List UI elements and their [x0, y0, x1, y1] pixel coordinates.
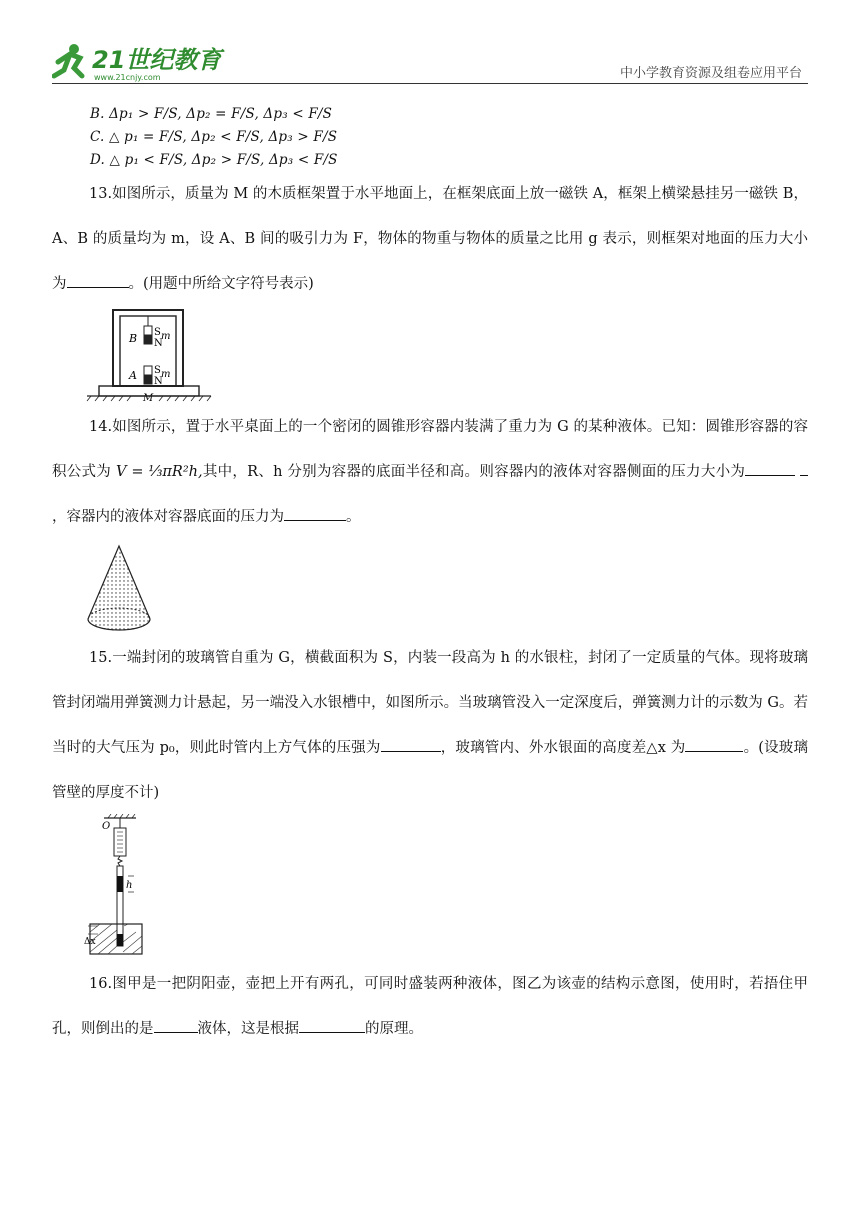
mercury-column: [117, 876, 123, 892]
label-delta-x: Δx: [84, 937, 96, 947]
label-b: B: [129, 332, 138, 345]
magnet-a-top: [144, 366, 152, 375]
label-m-big: M: [143, 393, 154, 402]
figure-14-cone: [86, 543, 152, 635]
magnet-a-bottom: [144, 375, 152, 384]
q15-text-1: 15.一端封闭的玻璃管自重为 G，横截面积为 S，内装一段高为 h 的水银柱，封闭了一定质量的气体。现将玻璃管封闭端用弹簧测力计悬起，另一端没入水银槽中，如图所示。当玻璃管没入一定深度后，弹簧测力计的示数为 G。若当时的大气压为 p₀，则此时管内上方气体的压强为: [52, 650, 808, 756]
q15-pressure-blank[interactable]: [381, 737, 441, 752]
q14-bottom-force-blank[interactable]: [284, 506, 346, 521]
platform-name: 中小学教育资源及组卷应用平台: [619, 66, 802, 81]
option-d: D. △ p₁ < F/S, Δp₂ > F/S, Δp₃ < F/S: [90, 152, 338, 168]
q15-height-diff-blank[interactable]: [685, 737, 743, 752]
q14-text-2: 其中，R、h 分别为容器的底面半径和高。则容器内的液体对容器侧面的压力大小为: [202, 464, 746, 480]
label-o: O: [102, 821, 111, 832]
label-b-n: N: [154, 338, 163, 349]
q16-principle-blank[interactable]: [299, 1018, 365, 1033]
q14-text-3: ，容器内的液体对容器底面的压力为: [52, 509, 284, 525]
label-h: h: [126, 880, 133, 891]
q14-formula: V = ⅓πR²h,: [115, 464, 203, 480]
question-16: [52, 962, 808, 1052]
q14-side-force-blank-tail: [800, 461, 808, 476]
q15-tail: 。(设玻璃管壁的厚度不计): [52, 740, 808, 801]
q13-text: 13.如图所示，质量为 M 的木质框架置于水平地面上，在框架底面上放一磁铁 A，框架上横梁悬挂另一磁铁 B，A、B 的质量均为 m，设 A、B 间的吸引力为 F，物体的物重与物体的质量之比用 g 表示，则框架对地面的压力大小为: [52, 186, 808, 292]
q16-text-1: 16.图甲是一把阴阳壶，壶把上开有两孔，可同时盛装两种液体，图乙为该壶的结构示意图，使用时，若捂住甲孔，则倒出的是: [52, 976, 808, 1037]
logo-text: 21世纪教育: [92, 46, 222, 74]
q16-tail: 的原理。: [365, 1021, 423, 1037]
label-b-s: S: [154, 327, 161, 338]
figure-15-tube-setup: [84, 814, 146, 956]
q13-tail: 。(用题中所给文字符号表示): [128, 276, 314, 292]
q14-tail: 。: [346, 509, 361, 525]
q15-text-2: ，玻璃管内、外水银面的高度差△x 为: [440, 740, 686, 756]
label-a-m: m: [161, 369, 171, 380]
header-divider: [52, 83, 808, 84]
magnet-b-top: [144, 326, 152, 335]
magnet-b-bottom: [144, 335, 152, 344]
runner-icon: [54, 44, 82, 76]
question-15: [52, 636, 808, 816]
q14-side-force-blank[interactable]: [745, 461, 795, 476]
label-a-n: N: [154, 376, 163, 387]
q16-text-2: 液体，这是根据: [197, 1021, 299, 1037]
label-a: A: [129, 369, 137, 382]
question-14: [52, 405, 808, 540]
label-b-m: m: [161, 331, 171, 342]
option-b: B. Δp₁ > F/S, Δp₂ = F/S, Δp₃ < F/S: [90, 106, 333, 122]
figure-13-frame-magnets: [85, 306, 215, 402]
site-logo: [52, 40, 232, 84]
label-a-s: S: [154, 365, 161, 376]
logo-url: www.21cnjy.com: [94, 73, 161, 82]
q14-text-1: 14.如图所示，置于水平桌面上的一个密闭的圆锥形容器内装满了重力为 G 的某种液体。已知：圆锥形容器的容积公式为: [52, 419, 808, 480]
q16-liquid-blank[interactable]: [154, 1018, 198, 1033]
question-13: [52, 172, 808, 307]
option-c: C. △ p₁ = F/S, Δp₂ < F/S, Δp₃ > F/S: [90, 129, 338, 145]
q13-answer-blank[interactable]: [67, 273, 129, 288]
